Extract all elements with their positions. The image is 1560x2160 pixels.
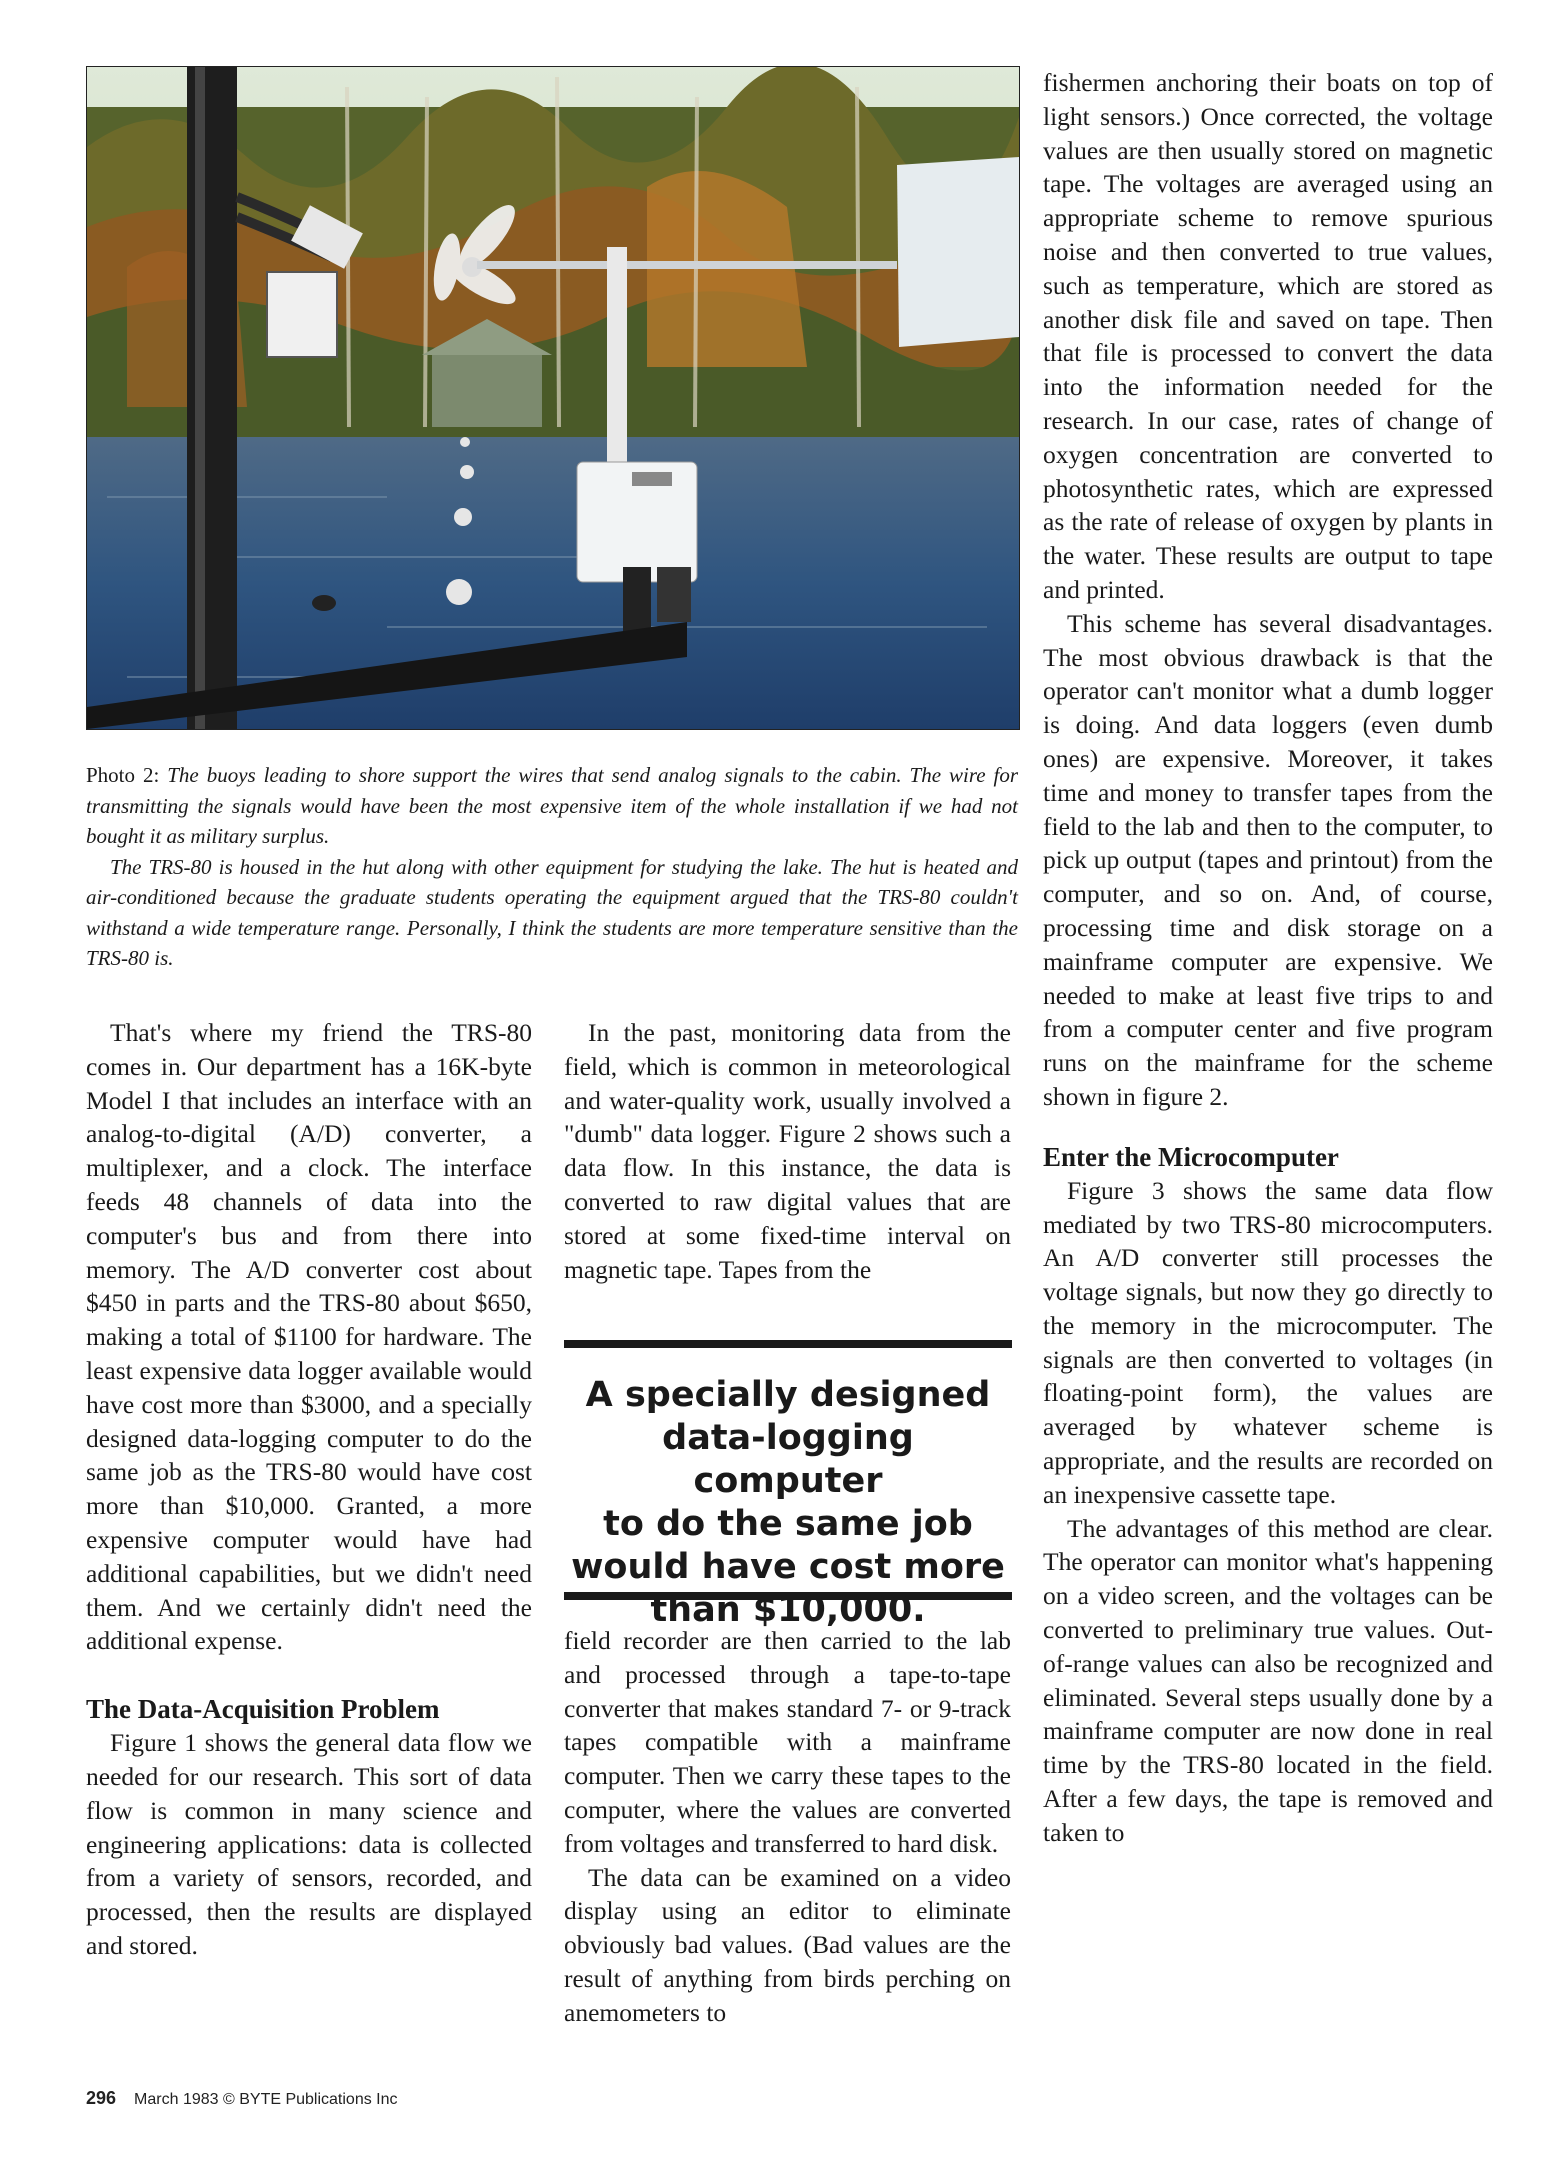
section-heading-microcomputer: Enter the Microcomputer (1043, 1141, 1339, 1172)
pull-quote-line: to do the same job (603, 1504, 973, 1544)
pull-quote (564, 1340, 1012, 1630)
column-2 (564, 1016, 1011, 1286)
photo-illustration (87, 67, 1019, 729)
section-heading-data-acquisition: The Data-Acquisition Problem (86, 1694, 440, 1725)
caption-text-2: The TRS-80 is housed in the hut along with other equipment for studying the lake. The hut is heated and air-conditioned because the graduate students operating the equipment argued that the TRS-80 couldn't withstand a wide temperature range. Personally, I think the students are more temperature sensitive than the TRS-80 is. (86, 854, 1018, 970)
paragraph: The advantages of this method are clear. The operator can monitor what's happening on a video screen, and the voltages can be converted to preliminary true values. Out-of-range values can also be recognized and eliminated. Several steps usually done by a mainframe computer are now done in real time by the TRS-80 located in the field. After a few days, the tape is removed and taken to (1043, 1513, 1493, 1847)
caption-text-1: The buoys leading to shore support the wires that send analog signals to the cabin. The wire for transmitting the signals would have been the most expensive item of the whole installation if we had not bought it as military surplus. (86, 763, 1019, 848)
paragraph: The data can be examined on a video display using an editor to eliminate obviously bad values. (Bad values are the result of anything from birds perching on anemometers to (564, 1862, 1011, 2027)
paragraph: In the past, monitoring data from the field, which is common in meteorological and water-quality work, usually involved a "dumb" data logger. Figure 2 shows such a data flow. In this instance, the data is converted to raw digital values that are stored at some fixed-time interval on magnetic tape. Tapes from the (564, 1018, 1011, 1284)
column-2-continued (564, 1624, 1011, 2030)
paragraph: Figure 3 shows the same data flow mediated by two TRS-80 microcomputers. An A/D converter still processes the voltage signals, but now they go directly to the memory in the microcomputer. The signals are then converted to voltages (in floating-point form), the values are averaged by whatever scheme is appropriate, and the results are recorded on an inexpensive cassette tape. (1043, 1175, 1493, 1509)
caption-label: Photo 2: (86, 763, 160, 787)
pull-quote-line: than $10,000. (650, 1590, 926, 1630)
footer-text: March 1983 © BYTE Publications Inc (134, 2091, 398, 2108)
paragraph: This scheme has several disadvantages. The most obvious drawback is that the operator can't monitor what a dumb logger is doing. And data loggers (even dumb ones) are expensive. Moreover, it takes time and money to transfer tapes from the field to the lab and then to the computer, to pick up output (tapes and printout) from the computer, and so on. And, of course, processing time and disk storage on a mainframe computer are expensive. We needed to make at least five trips to and from a computer center and five program runs on the mainframe for the scheme shown in figure 2. (1043, 608, 1493, 1111)
lake-photo (86, 66, 1020, 730)
paragraph: field recorder are then carried to the lab and processed through a tape-to-tape converter that makes standard 7- or 9-track tapes compatible with a mainframe computer. Then we carry these tapes to the computer, where the values are converted from voltages and transferred to hard disk. (564, 1626, 1011, 1858)
column-1 (86, 1016, 532, 1963)
photo-caption (86, 760, 1018, 974)
column-3 (1043, 66, 1493, 1850)
pull-quote-line: would have cost more (571, 1547, 1005, 1587)
paragraph: That's where my friend the TRS-80 comes in. Our department has a 16K-byte Model I that includes an interface with an analog-to-digital (A/D) converter, a multiplexer, and a clock. The interface feeds 48 channels of data into the computer's bus and from there into memory. The A/D converter cost about $450 in parts and the TRS-80 about $650, making a total of $1100 for hardware. The least expensive data logger available would have cost more than $3000, and a specially designed data-logging computer to do the same job as the TRS-80 would have cost more than $10,000. Granted, a more expensive computer would have had additional capabilities, but we didn't need them. And we certainly didn't need the additional expense. (86, 1018, 532, 1656)
paragraph: fishermen anchoring their boats on top of light sensors.) Once corrected, the voltage values are then usually stored on magnetic tape. The voltages are averaged using an appropriate scheme to remove spurious noise and then converted to true values, such as temperature, which are stored as another disk file and saved on tape. Then that file is processed to convert the data into the information needed for the research. In our case, rates of change of oxygen concentration are converted to photosynthetic rates, which are expressed as the rate of release of oxygen by plants in the water. These results are output to tape and printed. (1043, 68, 1493, 604)
paragraph: Figure 1 shows the general data flow we needed for our research. This sort of data flow is common in many science and engineering applications: data is collected from a variety of sensors, recorded, and processed, then the results are displayed and stored. (86, 1728, 532, 1960)
page-footer (86, 2088, 398, 2109)
pull-quote-line: A specially designed (585, 1375, 991, 1415)
page-number: 296 (86, 2088, 117, 2108)
pull-quote-line: data-logging computer (662, 1418, 914, 1501)
